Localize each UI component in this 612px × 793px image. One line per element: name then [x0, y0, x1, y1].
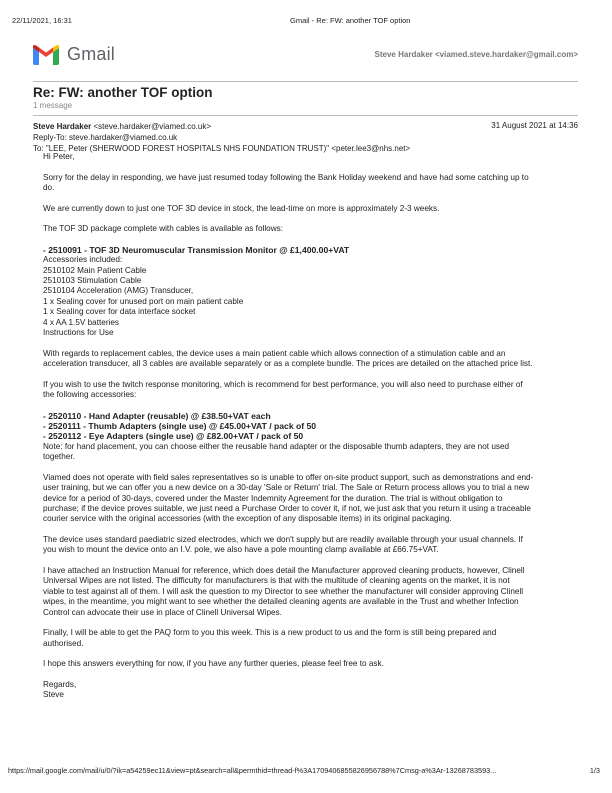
recipient: To: "LEE, Peter (SHERWOOD FOREST HOSPITALS NHS FOUNDATION TRUST)" <peter.lee3@nhs.net>: [33, 144, 411, 153]
body-line: courier service with the original accessories (with the exception of any disposable items) in its original packaging.: [43, 514, 452, 524]
body-line: 1 x Sealing cover for data interface socket: [43, 307, 196, 317]
divider: [33, 115, 578, 116]
body-paragraph: [43, 473, 593, 525]
body-line: user training, but we can offer you a new device on a 30-day 'Sale or Return' trial. The Sale or Return process allows you to trial a new: [43, 483, 530, 493]
body-line: Steve: [43, 690, 64, 700]
body-line: Universal Wipes are not listed. The difficulty for manufacturers is that with the multitude of cleaning agents on the market, it is not: [43, 576, 510, 586]
message-date: 31 August 2021 at 14:36: [491, 121, 578, 130]
body-line: I have attached an Instruction Manual for reference, which does detail the Manufacturer approved cleaning products, however, Clinell: [43, 566, 525, 576]
body-line: together.: [43, 452, 75, 462]
message-header: [33, 121, 410, 154]
body-line: the following accessories:: [43, 390, 137, 400]
body-line: authorised.: [43, 638, 84, 648]
body-line: Finally, I will be able to get the PAQ form to you this week. This is a new product to us and the form is still being prepared and: [43, 628, 497, 638]
body-line: 1 x Sealing cover for unused port on main patient cable: [43, 296, 244, 306]
thread-subject: Re: FW: another TOF option: [33, 85, 213, 100]
reply-to: Reply-To: steve.hardaker@viamed.co.uk: [33, 133, 178, 142]
body-line: purchase; if the device proves suitable, we just need a Purchase Order to cover it, if not, we just ask that you return it using a traceable: [43, 504, 531, 514]
body-line: We are currently down to just one TOF 3D device in stock, the lead-time on more is approximately 2-3 weeks.: [43, 203, 440, 213]
body-line: 2510104 Acceleration (AMG) Transducer,: [43, 286, 194, 296]
message-count: 1 message: [33, 101, 73, 110]
body-paragraph: [43, 659, 593, 669]
body-line: Note: for hand placement, you can choose either the reusable hand adapter or the disposable thumb adapters, they are not used: [43, 441, 510, 451]
product-line: - 2520111 - Thumb Adapters (single use) @ £45.00+VAT / pack of 50: [43, 421, 317, 432]
body-paragraph: [43, 680, 593, 701]
print-page-number: 1/3: [589, 766, 600, 775]
print-page-title: Gmail - Re: FW: another TOF option: [290, 16, 411, 25]
account-email: Steve Hardaker <viamed.steve.hardaker@gmail.com>: [374, 50, 578, 59]
body-line: Instructions for Use: [43, 328, 114, 338]
body-paragraph: [43, 204, 593, 214]
product-line: - 2510091 - TOF 3D Neuromuscular Transmission Monitor @ £1,400.00+VAT: [43, 244, 350, 255]
gmail-logo: [33, 44, 115, 65]
body-line: Accessories included:: [43, 255, 123, 265]
body-line: If you wish to use the twitch response monitoring, which is recommend for best performance, you will also need to purchase either of: [43, 379, 523, 389]
body-line: Viamed does not operate with field sales representatives so is unable to offer on-site product support, such as demonstrations and end-: [43, 472, 534, 482]
divider: [33, 81, 578, 82]
body-paragraph: [43, 535, 593, 556]
body-line: acceleration transducer, all 3 cables are available separately or as a complete bundle. The prices are detailed on the attached price list.: [43, 359, 533, 369]
body-paragraph: [43, 173, 593, 194]
body-paragraph: [43, 566, 593, 618]
print-footer: [8, 766, 600, 775]
body-line: I hope this answers everything for now, if you have any further queries, please feel free to ask.: [43, 659, 384, 669]
body-paragraph: [43, 245, 593, 339]
body-paragraph: [43, 411, 593, 463]
product-line: - 2520112 - Eye Adapters (single use) @ £82.00+VAT / pack of 50: [43, 431, 304, 442]
body-line: 4 x AA 1.5V batteries: [43, 317, 120, 327]
body-line: Hi Peter,: [43, 152, 75, 161]
body-line: The device uses standard paediatric sized electrodes, which we don't supply but are readily available through your usual channels. If: [43, 535, 523, 545]
print-url: https://mail.google.com/mail/u/0/?ik=a54259ec11&view=pt&search=all&permthid=thread-f%3A1709406855826956788%7Cmsg-a%3Ar-13268783593...: [8, 766, 497, 775]
body-line: do.: [43, 183, 55, 192]
body-paragraph: [43, 380, 593, 401]
body-paragraph: [43, 628, 593, 649]
body-line: 2510103 Stimulation Cable: [43, 276, 142, 285]
message-body: [43, 152, 593, 711]
body-line: With regards to replacement cables, the device uses a main patient cable which allows connection of a stimulation cable and an: [43, 348, 506, 358]
gmail-m-icon: [33, 45, 59, 65]
gmail-wordmark: Gmail: [67, 44, 116, 64]
body-paragraph: [43, 152, 593, 162]
body-line: you wish to mount the device onto an I.V. pole, we also have a pole mounting clamp available at £66.75+VAT.: [43, 545, 439, 555]
print-datetime: 22/11/2021, 16:31: [12, 16, 72, 25]
body-paragraph: [43, 224, 593, 234]
body-line: Control can advocate their use in place of Clinell Universal Wipes.: [43, 607, 282, 617]
product-line: - 2520110 - Hand Adapter (reusable) @ £38.50+VAT each: [43, 410, 271, 421]
body-line: 2510102 Main Patient Cable: [43, 265, 147, 275]
body-line: device for a period of 30-days, covered under the Master Indemnity Agreement for the duration. The trial is without obligation to: [43, 493, 503, 503]
body-line: wipes, in the meantime, you might want to see whether the detailed cleaning agents are available in the Trust and whether Infection: [43, 597, 519, 607]
body-line: viable to test against all of them. I will ask the question to my Director to see whether the manufacturer will consider approving Clinell: [43, 586, 524, 596]
sender-name: Steve Hardaker: [33, 122, 92, 131]
body-line: Sorry for the delay in responding, we have just resumed today following the Bank Holiday weekend and have had some catching up to: [43, 172, 529, 182]
body-line: Regards,: [43, 679, 77, 689]
body-line: The TOF 3D package complete with cables is available as follows:: [43, 224, 283, 234]
body-paragraph: [43, 349, 593, 370]
sender-email[interactable]: <steve.hardaker@viamed.co.uk>: [93, 122, 212, 131]
